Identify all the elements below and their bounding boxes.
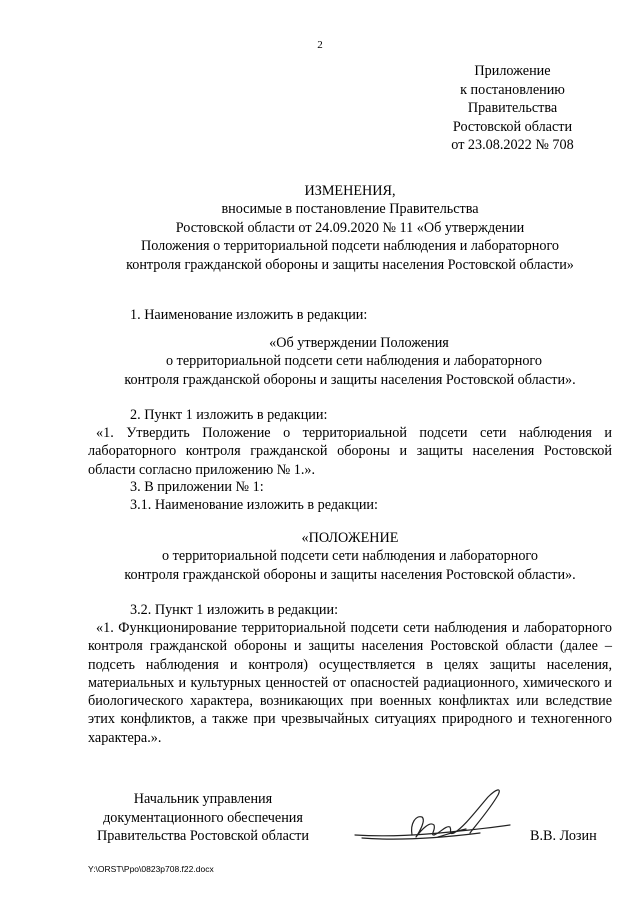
item-3-quote xyxy=(88,529,612,584)
appendix-line: Правительства xyxy=(467,100,558,116)
appendix-line: от 23.08.2022 № 708 xyxy=(451,137,574,153)
title-line: Ростовской области от 24.09.2020 № 11 «Об утверждении xyxy=(175,219,525,236)
item-1-quote xyxy=(88,334,612,389)
quote-line: о территориальной подсети сети наблюдения и лабораторного xyxy=(161,548,538,565)
item-2-text: 2. Пункт 1 изложить в редакции: xyxy=(130,407,328,423)
appendix-line: к постановлению xyxy=(460,81,565,98)
position-line: Начальник управления xyxy=(133,791,273,807)
document-title xyxy=(40,182,640,274)
position-line: документационного обеспечения xyxy=(103,809,303,826)
position-line: Правительства Ростовской области xyxy=(97,828,309,844)
item-3-text: 3. В приложении № 1: xyxy=(130,479,264,495)
quote-line: о территориальной подсети сети наблюдения и лабораторного xyxy=(165,353,542,370)
signatory-name: В.В. Лозин xyxy=(530,828,597,844)
quote-line: контроля гражданской обороны и защиты населения Ростовской области». xyxy=(124,371,576,388)
appendix-line: Ростовской области xyxy=(452,118,573,135)
title-line: контроля гражданской обороны и защиты населения Ростовской области» xyxy=(126,256,574,273)
appendix-line: Приложение xyxy=(474,63,551,79)
item-3-2-text: 3.2. Пункт 1 изложить в редакции: xyxy=(130,602,339,618)
file-path: Y:\ORST\Ppo\0823p708.f22.docx xyxy=(88,864,214,874)
page-number: 2 xyxy=(317,39,323,51)
title-line: вносимые в постановление Правительства xyxy=(221,201,479,218)
signatory-position xyxy=(88,790,318,846)
title-heading: ИЗМЕНЕНИЯ, xyxy=(304,183,396,199)
quote-line: «Об утверждении Положения xyxy=(269,335,449,351)
item-1-text: 1. Наименование изложить в редакции: xyxy=(130,307,368,323)
quote-line: контроля гражданской обороны и защиты населения Ростовской области». xyxy=(124,566,576,583)
title-line: Положения о территориальной подсети наблюдения и лабораторного xyxy=(140,238,560,255)
quote-heading: «ПОЛОЖЕНИЕ xyxy=(301,530,399,546)
item-2-quote: «1. Утвердить Положение о территориальной подсети сети наблюдения и лабораторного контроля гражданской обороны и защиты населения Ростовской области согласно приложению № 1.». xyxy=(88,425,612,478)
item-3-2-paragraph: «1. Функционирование территориальной подсети сети наблюдения и лабораторного контроля гражданской обороны и защиты населения Ростовской области (далее – подсеть наблюдения и контроля) осуществляется в целях защиты населения, материальных и культурных ценностей от опасностей радиационного, химического и биологического характера, возникающих при военных конфликтах или вследствие этих конфликтов, а также при чрезвычайных ситуациях природного и техногенного характера.». xyxy=(88,620,612,746)
appendix-block xyxy=(430,62,595,155)
item-3-1-text: 3.1. Наименование изложить в редакции: xyxy=(130,497,378,513)
handwritten-signature xyxy=(350,775,540,855)
